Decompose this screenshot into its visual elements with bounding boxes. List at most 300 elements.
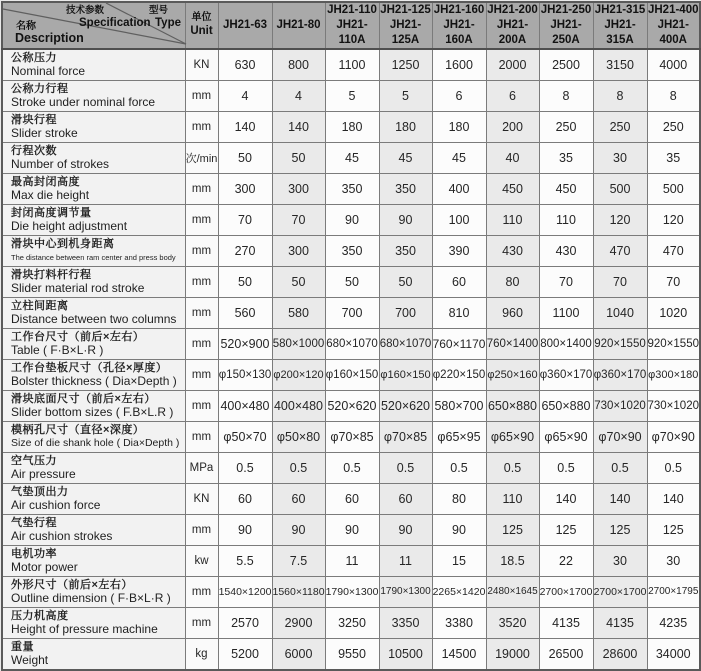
value-cell bbox=[325, 359, 379, 390]
value-text: 4000 bbox=[659, 57, 688, 72]
row-label-en: Slider bottom sizes ( F.B×L.R ) bbox=[11, 404, 174, 419]
value-cell bbox=[647, 204, 700, 235]
value-cell bbox=[486, 576, 539, 607]
value-text: 580 bbox=[288, 305, 309, 320]
value-text: 400 bbox=[448, 181, 470, 196]
value-text: 430 bbox=[502, 243, 523, 258]
value-text: 110 bbox=[502, 212, 523, 227]
value-cell bbox=[379, 483, 432, 514]
value-text: 500 bbox=[609, 181, 631, 196]
value-text: 110 bbox=[502, 491, 523, 506]
value-cell bbox=[593, 576, 647, 607]
value-text: 30 bbox=[613, 553, 627, 568]
value-text: 630 bbox=[234, 57, 256, 72]
value-text: 4 bbox=[295, 88, 302, 103]
value-text: 400×480 bbox=[273, 398, 323, 413]
table-row bbox=[2, 173, 700, 204]
row-label-cell bbox=[2, 204, 185, 235]
value-cell bbox=[593, 359, 647, 390]
value-cell bbox=[272, 204, 325, 235]
value-text: 400×480 bbox=[220, 398, 270, 413]
value-text: 30 bbox=[666, 553, 681, 568]
table-row bbox=[2, 638, 700, 670]
value-cell bbox=[432, 390, 486, 421]
row-label-cell bbox=[2, 514, 185, 545]
value-text: 730×1020 bbox=[594, 399, 646, 412]
row-unit-cell bbox=[185, 452, 218, 483]
row-label-cell bbox=[2, 80, 185, 111]
value-cell bbox=[379, 421, 432, 452]
value-cell bbox=[325, 297, 379, 328]
value-cell bbox=[539, 607, 593, 638]
model-column-header: JH21-63 bbox=[218, 2, 272, 49]
row-label-cn: 工作台尺寸（前后×左右） bbox=[11, 330, 145, 343]
row-unit-cell bbox=[185, 111, 218, 142]
value-text: 90 bbox=[291, 522, 306, 537]
value-text: 2700×1700 bbox=[593, 585, 647, 598]
row-label-en: Air cushion force bbox=[11, 497, 101, 512]
row-unit-cell bbox=[185, 390, 218, 421]
value-text: 350 bbox=[341, 181, 363, 196]
value-cell bbox=[647, 483, 700, 514]
value-cell bbox=[379, 545, 432, 576]
row-label-cn: 重量 bbox=[11, 640, 34, 653]
value-text: 45 bbox=[452, 150, 466, 165]
row-label-en: Distance between two columns bbox=[11, 311, 177, 326]
value-text: 60 bbox=[345, 491, 359, 506]
value-cell bbox=[272, 297, 325, 328]
value-cell bbox=[539, 328, 593, 359]
value-cell bbox=[272, 328, 325, 359]
row-label-cell bbox=[2, 328, 185, 359]
value-cell bbox=[539, 111, 593, 142]
row-label-cell bbox=[2, 111, 185, 142]
value-cell bbox=[218, 204, 272, 235]
value-cell bbox=[486, 421, 539, 452]
table-row bbox=[2, 483, 700, 514]
value-text: 8 bbox=[616, 88, 624, 103]
value-text: 125 bbox=[662, 522, 684, 537]
row-label-en: Slider material rod stroke bbox=[11, 280, 145, 295]
value-text: 50 bbox=[238, 274, 252, 289]
value-text: φ160×150 bbox=[380, 368, 431, 381]
value-cell bbox=[647, 328, 700, 359]
value-text: 920×1550 bbox=[594, 337, 646, 350]
unit-column-header bbox=[185, 2, 218, 49]
value-cell bbox=[539, 266, 593, 297]
value-cell bbox=[432, 142, 486, 173]
value-text: 2000 bbox=[498, 57, 527, 72]
value-text: 2700×1795 bbox=[648, 586, 699, 598]
value-text: 5 bbox=[402, 88, 409, 103]
value-text: 90 bbox=[398, 522, 413, 537]
value-text: 70 bbox=[559, 274, 573, 289]
value-cell bbox=[218, 173, 272, 204]
row-label-cn: 立柱间距离 bbox=[11, 299, 69, 312]
row-label-en: Slider stroke bbox=[11, 125, 78, 140]
value-text: 1560×1180 bbox=[272, 585, 325, 598]
value-cell bbox=[272, 173, 325, 204]
value-cell bbox=[218, 607, 272, 638]
value-text: φ360×170 bbox=[539, 368, 593, 381]
value-cell bbox=[218, 235, 272, 266]
value-text: 3520 bbox=[498, 615, 527, 630]
table-header bbox=[2, 2, 700, 49]
value-text: 35 bbox=[559, 150, 573, 165]
value-cell bbox=[539, 359, 593, 390]
value-cell bbox=[593, 173, 647, 204]
unit-header-cn: 单位 bbox=[191, 12, 212, 24]
value-cell bbox=[593, 49, 647, 81]
value-cell bbox=[272, 359, 325, 390]
row-unit-text: mm bbox=[191, 306, 212, 319]
value-cell bbox=[218, 49, 272, 81]
value-cell bbox=[539, 173, 593, 204]
value-text: 810 bbox=[448, 305, 470, 320]
value-text: 760×1170 bbox=[432, 336, 486, 351]
value-cell bbox=[647, 297, 700, 328]
value-cell bbox=[325, 111, 379, 142]
value-text: 500 bbox=[662, 181, 684, 196]
unit-header-en: Unit bbox=[190, 25, 213, 38]
value-text: 250 bbox=[609, 119, 631, 134]
value-cell bbox=[379, 576, 432, 607]
value-cell bbox=[486, 297, 539, 328]
row-label-cn: 滑块底面尺寸（前后×左右） bbox=[11, 392, 156, 405]
value-text: φ250×160 bbox=[487, 368, 538, 381]
row-label-cell bbox=[2, 638, 185, 670]
value-text: 70 bbox=[291, 212, 306, 227]
value-text: 180 bbox=[395, 119, 416, 134]
value-text: 140 bbox=[288, 119, 309, 134]
value-text: 70 bbox=[238, 212, 252, 227]
value-text: 3380 bbox=[445, 615, 473, 630]
value-text: 60 bbox=[452, 274, 466, 289]
value-text: 140 bbox=[555, 491, 577, 506]
value-text: 60 bbox=[238, 491, 252, 506]
row-unit-text: mm bbox=[191, 120, 212, 133]
value-cell bbox=[647, 80, 700, 111]
row-label-cell bbox=[2, 576, 185, 607]
value-text: 730×1020 bbox=[647, 399, 699, 412]
value-cell bbox=[379, 266, 432, 297]
value-text: 100 bbox=[448, 212, 470, 227]
value-cell bbox=[432, 514, 486, 545]
row-unit-cell bbox=[185, 142, 218, 173]
value-cell bbox=[486, 328, 539, 359]
value-text: 580×1000 bbox=[272, 337, 325, 350]
value-text: 90 bbox=[345, 522, 359, 537]
type-label-en: Type bbox=[155, 17, 181, 29]
row-label-cn: 外形尺寸（前后×左右） bbox=[11, 578, 133, 591]
row-unit-cell bbox=[185, 514, 218, 545]
value-cell bbox=[647, 638, 700, 670]
value-text: 680×1070 bbox=[379, 337, 432, 350]
value-text: 470 bbox=[662, 243, 684, 258]
value-cell bbox=[218, 111, 272, 142]
value-text: 430 bbox=[555, 243, 577, 258]
value-cell bbox=[486, 514, 539, 545]
row-label-en: Size of die shank hole ( Dia×Depth ) bbox=[11, 436, 180, 449]
value-cell bbox=[647, 545, 700, 576]
row-label-en: Motor power bbox=[11, 559, 78, 574]
value-text: 200 bbox=[502, 119, 523, 134]
value-text: 28600 bbox=[602, 646, 638, 661]
table-body bbox=[2, 49, 700, 670]
value-cell bbox=[593, 514, 647, 545]
value-text: φ65×90 bbox=[490, 429, 535, 444]
row-label-cell bbox=[2, 359, 185, 390]
value-cell bbox=[218, 421, 272, 452]
description-label-cn: 名称 bbox=[16, 21, 36, 32]
row-unit-text: KN bbox=[193, 58, 210, 71]
row-label-en: Nominal force bbox=[11, 63, 86, 78]
value-text: 125 bbox=[555, 522, 577, 537]
row-label-en: Max die height bbox=[11, 187, 90, 202]
table-row bbox=[2, 545, 700, 576]
model-column-header: JH21-160 JH21-160A bbox=[432, 2, 486, 49]
value-text: 125 bbox=[609, 522, 631, 537]
value-cell bbox=[272, 452, 325, 483]
table-row bbox=[2, 421, 700, 452]
value-cell bbox=[218, 576, 272, 607]
row-unit-cell bbox=[185, 49, 218, 81]
value-cell bbox=[593, 111, 647, 142]
value-cell bbox=[486, 204, 539, 235]
value-text: 0.5 bbox=[236, 460, 254, 475]
value-text: 140 bbox=[662, 491, 684, 506]
row-unit-cell bbox=[185, 328, 218, 359]
value-cell bbox=[432, 576, 486, 607]
value-text: 1790×1300 bbox=[380, 586, 431, 598]
row-unit-text: KN bbox=[193, 492, 210, 505]
value-cell bbox=[272, 638, 325, 670]
value-text: 70 bbox=[666, 274, 681, 289]
value-cell bbox=[379, 235, 432, 266]
value-text: 70 bbox=[613, 274, 627, 289]
row-label-en: Bolster thickness ( Dia×Depth ) bbox=[11, 373, 177, 388]
value-cell bbox=[272, 49, 325, 81]
value-text: 120 bbox=[609, 212, 631, 227]
table-row bbox=[2, 359, 700, 390]
value-text: 90 bbox=[398, 212, 413, 227]
value-cell bbox=[218, 452, 272, 483]
row-label-cell bbox=[2, 483, 185, 514]
row-unit-cell bbox=[185, 204, 218, 235]
value-text: 45 bbox=[345, 150, 359, 165]
value-text: 0.5 bbox=[450, 460, 468, 475]
type-label-cn: 型号 bbox=[149, 5, 169, 16]
value-cell bbox=[379, 297, 432, 328]
value-cell bbox=[325, 483, 379, 514]
value-cell bbox=[486, 266, 539, 297]
value-text: 350 bbox=[395, 181, 416, 196]
value-cell bbox=[539, 421, 593, 452]
row-label-cn: 电机功率 bbox=[11, 547, 57, 560]
value-text: 1250 bbox=[391, 57, 420, 72]
row-label-cn: 压力机高度 bbox=[11, 609, 69, 622]
value-text: 0.5 bbox=[664, 460, 682, 475]
row-unit-text: mm bbox=[191, 430, 212, 443]
value-text: 140 bbox=[234, 119, 256, 134]
value-text: 700 bbox=[341, 305, 363, 320]
spec-label-en: Specification bbox=[79, 17, 151, 29]
value-cell bbox=[486, 359, 539, 390]
value-text: 180 bbox=[448, 119, 470, 134]
value-text: 2265×1420 bbox=[432, 585, 486, 598]
row-label-cell bbox=[2, 266, 185, 297]
value-cell bbox=[325, 80, 379, 111]
value-cell bbox=[647, 142, 700, 173]
value-cell bbox=[218, 483, 272, 514]
value-text: φ70×90 bbox=[651, 429, 695, 444]
value-text: φ150×130 bbox=[218, 368, 272, 381]
value-text: 2900 bbox=[284, 615, 313, 630]
value-cell bbox=[379, 111, 432, 142]
value-text: 1600 bbox=[445, 57, 473, 72]
value-cell bbox=[593, 142, 647, 173]
model-column-header: JH21-400 JH21-400A bbox=[647, 2, 700, 49]
value-cell bbox=[486, 173, 539, 204]
value-cell bbox=[432, 235, 486, 266]
value-text: 800×1400 bbox=[540, 337, 592, 350]
value-text: 125 bbox=[502, 522, 523, 537]
value-cell bbox=[379, 452, 432, 483]
row-label-cell bbox=[2, 235, 185, 266]
value-text: 920×1550 bbox=[647, 337, 699, 350]
value-text: 350 bbox=[341, 243, 363, 258]
table-row bbox=[2, 142, 700, 173]
table-row bbox=[2, 390, 700, 421]
value-cell bbox=[272, 483, 325, 514]
value-cell bbox=[593, 266, 647, 297]
value-text: 0.5 bbox=[557, 460, 575, 475]
value-cell bbox=[272, 266, 325, 297]
value-text: 3350 bbox=[391, 615, 420, 630]
value-text: 6 bbox=[509, 88, 516, 103]
value-text: φ65×90 bbox=[544, 429, 588, 444]
value-text: 0.5 bbox=[289, 460, 308, 475]
value-text: φ50×80 bbox=[276, 429, 321, 444]
value-text: 2700×1700 bbox=[539, 585, 593, 598]
value-cell bbox=[325, 545, 379, 576]
value-cell bbox=[379, 49, 432, 81]
value-cell bbox=[325, 638, 379, 670]
value-cell bbox=[539, 390, 593, 421]
value-text: 650×880 bbox=[487, 398, 537, 413]
value-cell bbox=[432, 638, 486, 670]
value-cell bbox=[272, 111, 325, 142]
row-label-cell bbox=[2, 142, 185, 173]
row-unit-cell bbox=[185, 359, 218, 390]
row-label-cell bbox=[2, 390, 185, 421]
value-cell bbox=[432, 545, 486, 576]
row-unit-cell bbox=[185, 545, 218, 576]
value-text: 45 bbox=[398, 150, 413, 165]
value-cell bbox=[325, 421, 379, 452]
value-cell bbox=[486, 142, 539, 173]
row-label-cn: 气垫行程 bbox=[11, 516, 57, 529]
table-row bbox=[2, 80, 700, 111]
value-cell bbox=[486, 483, 539, 514]
value-cell bbox=[486, 111, 539, 142]
value-text: 50 bbox=[398, 274, 413, 289]
value-text: 35 bbox=[666, 150, 681, 165]
value-text: 11 bbox=[345, 553, 359, 568]
row-label-en: Air pressure bbox=[11, 466, 76, 481]
value-cell bbox=[432, 204, 486, 235]
value-cell bbox=[325, 607, 379, 638]
model-column-header: JH21-80 bbox=[272, 2, 325, 49]
header-row bbox=[2, 2, 700, 49]
value-cell bbox=[325, 235, 379, 266]
value-cell bbox=[486, 545, 539, 576]
value-text: φ360×170 bbox=[593, 368, 647, 381]
row-unit-text: mm bbox=[191, 182, 212, 195]
value-cell bbox=[325, 173, 379, 204]
description-label-en: Description bbox=[15, 31, 84, 45]
table-row bbox=[2, 576, 700, 607]
value-text: 1040 bbox=[606, 305, 634, 320]
value-text: 15 bbox=[452, 553, 466, 568]
value-cell bbox=[593, 452, 647, 483]
value-text: 1020 bbox=[659, 305, 688, 320]
value-text: 680×1070 bbox=[326, 337, 378, 350]
value-text: 450 bbox=[555, 181, 577, 196]
row-unit-text: mm bbox=[191, 585, 212, 598]
row-unit-cell bbox=[185, 483, 218, 514]
row-unit-text: mm bbox=[191, 399, 212, 412]
value-text: 90 bbox=[345, 212, 359, 227]
value-cell bbox=[486, 80, 539, 111]
value-cell bbox=[218, 142, 272, 173]
value-text: 2570 bbox=[231, 615, 259, 630]
value-cell bbox=[539, 297, 593, 328]
value-text: 60 bbox=[291, 491, 306, 506]
row-label-cn: 工作台垫板尺寸（孔径×厚度） bbox=[11, 361, 168, 374]
row-label-en: Air cushion strokes bbox=[11, 528, 113, 543]
value-cell bbox=[325, 390, 379, 421]
row-label-en: Number of strokes bbox=[11, 156, 110, 171]
value-text: 50 bbox=[291, 150, 306, 165]
value-cell bbox=[218, 390, 272, 421]
value-cell bbox=[272, 545, 325, 576]
value-cell bbox=[325, 576, 379, 607]
value-text: 50 bbox=[345, 274, 359, 289]
row-unit-text: kg bbox=[195, 647, 208, 660]
value-text: 10500 bbox=[388, 646, 423, 661]
row-label-cell bbox=[2, 545, 185, 576]
value-text: 1100 bbox=[552, 305, 580, 320]
value-cell bbox=[539, 80, 593, 111]
row-unit-cell bbox=[185, 576, 218, 607]
value-text: 300 bbox=[234, 181, 256, 196]
row-label-cn: 空气压力 bbox=[11, 454, 57, 467]
value-cell bbox=[325, 142, 379, 173]
row-unit-text: mm bbox=[191, 337, 212, 350]
value-cell bbox=[486, 390, 539, 421]
value-cell bbox=[379, 638, 432, 670]
value-cell bbox=[647, 359, 700, 390]
value-text: 350 bbox=[395, 243, 416, 258]
value-cell bbox=[539, 452, 593, 483]
row-label-cn: 公称压力 bbox=[11, 51, 57, 64]
value-text: 520×900 bbox=[220, 336, 270, 351]
row-label-en: Table ( F·B×L·R ) bbox=[11, 342, 104, 357]
value-cell bbox=[647, 173, 700, 204]
row-label-cn: 滑块行程 bbox=[11, 113, 57, 126]
row-label-cell bbox=[2, 607, 185, 638]
